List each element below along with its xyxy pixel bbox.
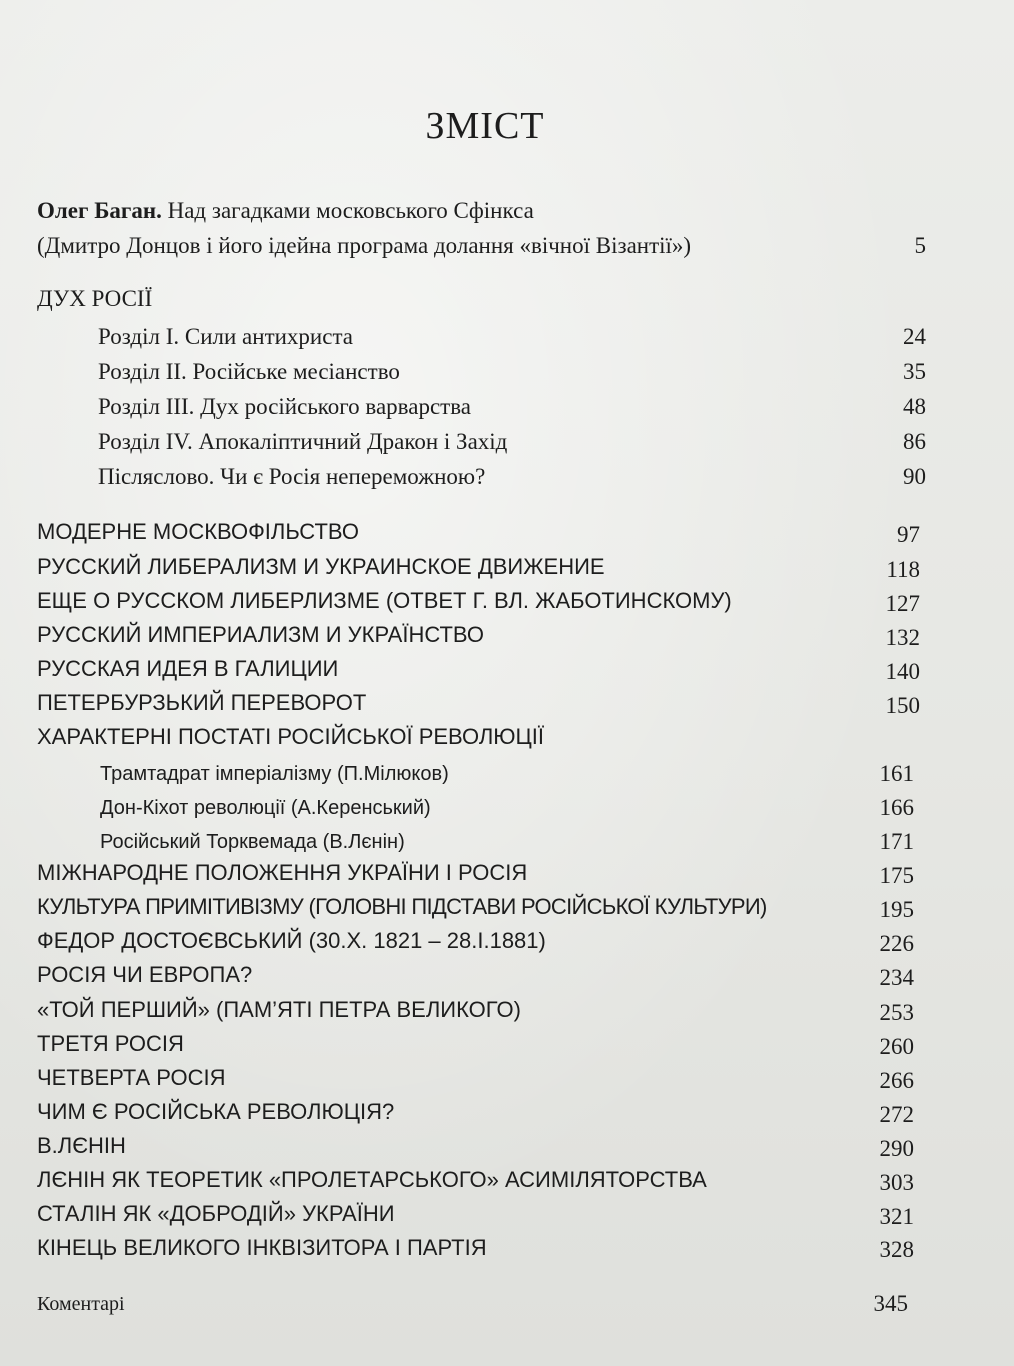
intro-title-line1: Над загадками московського Сфінкса (167, 198, 534, 223)
toc-entry-title: В.ЛЄНІН (37, 1133, 126, 1158)
chapter-page: 24 (903, 324, 926, 349)
intro-page: 5 (914, 233, 926, 258)
toc-entry-page: 253 (879, 1000, 914, 1025)
toc-entry-page: 140 (885, 659, 920, 684)
chapter-page: 35 (903, 359, 926, 384)
toc-entry-title: РУССКИЙ ЛИБЕРАЛИЗМ И УКРАИНСКОЕ ДВИЖЕНИЕ (37, 554, 605, 579)
toc-entry-title: ПЕТЕРБУРЗЬКИЙ ПЕРЕВОРОТ (37, 690, 367, 715)
chapter-page: 90 (903, 464, 926, 489)
toc-subentry-title: Дон-Кіхот революції (А.Керенський) (100, 797, 431, 819)
section-heading: ДУХ РОСІЇ (37, 286, 153, 311)
toc-entry-page: 303 (879, 1170, 914, 1195)
page-title: ЗМІСТ (425, 105, 545, 147)
toc-entry-title: МІЖНАРОДНЕ ПОЛОЖЕННЯ УКРАЇНИ І РОСІЯ (37, 860, 528, 885)
toc-entry-page: 226 (879, 931, 914, 956)
toc-entry-page: 175 (879, 863, 914, 888)
toc-entry-title: КУЛЬТУРА ПРИМІТИВІЗМУ (ГОЛОВНІ ПІДСТАВИ РОСІЙСЬКОЇ КУЛЬТУРИ) (37, 894, 767, 919)
intro-line-1 (37, 194, 534, 228)
intro-title-line2: (Дмитро Донцов і його ідейна програма долання «вічної Візантії») (37, 233, 692, 258)
toc-entry-title: ЕЩЕ О РУССКОМ ЛИБЕРЛИЗМЕ (ОТВЕТ Г. ВЛ. ЖАБОТИНСКОМУ) (37, 588, 732, 613)
toc-entry-title: РУССКИЙ ИМПЕРИАЛИЗМ И УКРАЇНСТВО (37, 622, 484, 647)
toc-entry-title: ТРЕТЯ РОСІЯ (37, 1031, 184, 1056)
toc-entry-title: «ТОЙ ПЕРШИЙ» (ПАМ’ЯТІ ПЕТРА ВЕЛИКОГО) (37, 997, 521, 1022)
toc-entry-title: ЧЕТВЕРТА РОСІЯ (37, 1065, 226, 1090)
toc-entry-page: 260 (879, 1034, 914, 1059)
toc-entry-title: РОСІЯ ЧИ ЕВРОПА? (37, 962, 253, 987)
comments-page: 345 (873, 1291, 908, 1316)
toc-entry-title: КІНЕЦЬ ВЕЛИКОГО ІНКВІЗИТОРА І ПАРТІЯ (37, 1235, 487, 1260)
toc-subentry-title: Російський Торквемада (В.Лєнін) (100, 831, 405, 853)
toc-entry-title: ХАРАКТЕРНІ ПОСТАТІ РОСІЙСЬКОЇ РЕВОЛЮЦІЇ (37, 724, 545, 749)
toc-entry-page: 321 (879, 1204, 914, 1229)
toc-subentry-title: Трамтадрат імперіалізму (П.Мілюков) (100, 763, 449, 785)
toc-entry-title: РУССКАЯ ИДЕЯ В ГАЛИЦИИ (37, 656, 339, 681)
chapter-title: Розділ ІІ. Російське месіанство (98, 359, 400, 384)
toc-entry-page: 97 (897, 522, 920, 547)
chapter-title: Післяслово. Чи є Росія непереможною? (98, 464, 486, 489)
toc-subentry-page: 171 (879, 829, 914, 854)
toc-entry-title: СТАЛІН ЯК «ДОБРОДІЙ» УКРАЇНИ (37, 1201, 395, 1226)
toc-entry-page: 195 (879, 897, 914, 922)
toc-entry-page: 127 (885, 591, 920, 616)
toc-subentry-page: 166 (879, 795, 914, 820)
toc-entry-page: 266 (879, 1068, 914, 1093)
toc-entry-page: 272 (879, 1102, 914, 1127)
toc-subentry-page: 161 (879, 761, 914, 786)
chapter-page: 48 (903, 394, 926, 419)
toc-entry-title: ЧИМ Є РОСІЙСЬКА РЕВОЛЮЦІЯ? (37, 1099, 395, 1124)
toc-entry-page: 234 (879, 965, 914, 990)
comments-title: Коментарі (37, 1293, 125, 1315)
chapter-title: Розділ І. Сили антихриста (98, 324, 353, 349)
toc-entry-title: МОДЕРНЕ МОСКВОФІЛЬСТВО (37, 519, 359, 544)
toc-entry-title: ФЕДОР ДОСТОЄВСЬКИЙ (30.Х. 1821 – 28.І.1881) (37, 928, 546, 953)
chapter-title: Розділ ІІІ. Дух російського варварства (98, 394, 471, 419)
toc-entry-page: 328 (879, 1237, 914, 1262)
toc-entry-page: 150 (885, 693, 920, 718)
intro-author: Олег Баган. (37, 198, 162, 223)
toc-entry-page: 118 (886, 557, 920, 582)
toc-entry-title: ЛЄНІН ЯК ТЕОРЕТИК «ПРОЛЕТАРСЬКОГО» АСИМІЛЯТОРСТВА (37, 1167, 707, 1192)
toc-entry-page: 290 (879, 1136, 914, 1161)
toc-entry-page: 132 (885, 625, 920, 650)
chapter-title: Розділ IV. Апокаліптичний Дракон і Захід (98, 429, 508, 454)
chapter-page: 86 (903, 429, 926, 454)
